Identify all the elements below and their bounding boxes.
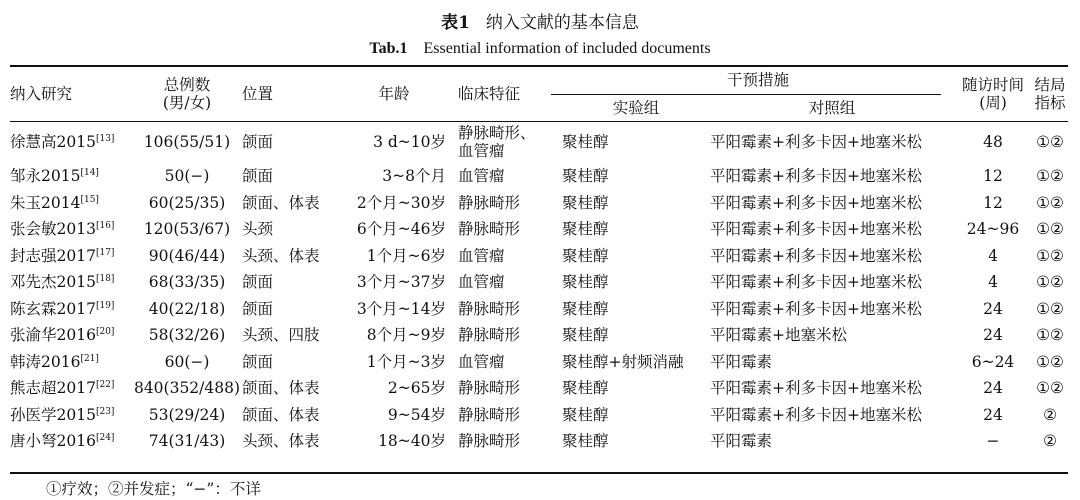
cell-outcome: ② <box>1043 405 1057 424</box>
cell-study <box>10 121 132 163</box>
cell-location: 头颈、体表 <box>242 432 320 450</box>
reference-marker: [14] <box>80 167 99 178</box>
cell-feature: 静脉畸形 <box>458 220 521 238</box>
header-experimental: 实验组 <box>612 98 660 117</box>
cell-age: 3 d~10岁 <box>373 133 446 151</box>
cell-study <box>10 216 132 243</box>
cell-study <box>10 190 132 217</box>
cell-location: 头颈、四肢 <box>242 326 320 344</box>
cell-age: 1个月~3岁 <box>366 352 446 371</box>
caption-cn-label: 表1 <box>441 13 470 33</box>
cell-feature: 静脉畸形 <box>458 432 521 450</box>
table-row <box>10 375 1068 402</box>
header-total: 总例数 (男/女) <box>162 75 212 112</box>
cell-study <box>10 349 132 376</box>
header-feature: 临床特征 <box>458 84 521 103</box>
cell-location: 颌面、体表 <box>242 193 320 212</box>
cell-age: 18~40岁 <box>378 432 446 450</box>
study-name: 邓先杰2015 <box>10 273 96 291</box>
table-row <box>10 322 1068 349</box>
cell-age: 3个月~37岁 <box>356 273 446 291</box>
cell-age: 8个月~9岁 <box>366 326 446 344</box>
cell-experimental: 聚桂醇 <box>562 405 609 424</box>
cell-location: 颌面 <box>242 167 274 185</box>
cell-followup: 12 <box>983 167 1003 185</box>
cell-outcome: ② <box>1043 432 1057 450</box>
table-row <box>10 349 1068 376</box>
cell-age: 6个月~46岁 <box>356 220 446 238</box>
cell-control: 平阳霉素+利多卡因+地塞米松 <box>710 167 922 185</box>
cell-experimental: 聚桂醇 <box>562 299 609 318</box>
cell-study <box>10 375 132 402</box>
table-row <box>10 402 1068 429</box>
table-caption-en <box>0 40 1080 58</box>
table-row <box>10 163 1068 190</box>
cell-experimental: 聚桂醇 <box>562 273 609 291</box>
cell-followup: 24 <box>983 379 1003 397</box>
reference-marker: [20] <box>95 326 115 337</box>
cell-total: 68(33/35) <box>148 273 226 291</box>
study-name: 张会敏2013 <box>10 220 96 238</box>
cell-age: 3~8个月 <box>382 167 446 185</box>
header-outcome: 结局 指标 <box>1034 75 1066 112</box>
reference-marker: [24] <box>95 432 115 443</box>
cell-control: 平阳霉素 <box>710 432 773 450</box>
cell-followup: 48 <box>983 133 1003 151</box>
cell-location: 头颈 <box>242 220 274 238</box>
cell-age: 3个月~14岁 <box>356 299 446 318</box>
cell-feature: 血管瘤 <box>458 246 505 265</box>
cell-study <box>10 428 132 455</box>
cell-followup: 4 <box>988 273 998 291</box>
cell-study <box>10 296 132 323</box>
cell-experimental: 聚桂醇+射频消融 <box>562 352 684 371</box>
cell-followup: 4 <box>988 246 998 265</box>
cell-outcome: ①② <box>1036 299 1064 318</box>
cell-total: 60(−) <box>164 352 210 371</box>
study-name: 张渝华2016 <box>10 326 96 344</box>
cell-location: 颌面 <box>242 299 274 318</box>
reference-marker: [19] <box>95 300 115 311</box>
cell-feature: 血管瘤 <box>458 273 505 291</box>
reference-marker: [23] <box>95 406 115 417</box>
caption-cn-title: 纳入文献的基本信息 <box>485 13 639 33</box>
cell-location: 颌面 <box>242 273 274 291</box>
cell-total: 58(32/26) <box>148 326 226 344</box>
cell-feature: 静脉畸形 <box>458 405 521 424</box>
cell-feature: 静脉畸形 <box>458 326 521 344</box>
cell-age: 2~65岁 <box>387 379 446 397</box>
header-location: 位置 <box>242 84 274 103</box>
cell-location: 颌面 <box>242 133 274 151</box>
cell-followup: − <box>986 432 1000 450</box>
cell-followup: 6~24 <box>971 352 1015 371</box>
cell-outcome: ①② <box>1036 193 1064 212</box>
cell-followup: 24~96 <box>966 220 1020 238</box>
cell-outcome: ①② <box>1036 220 1064 238</box>
cell-experimental: 聚桂醇 <box>562 167 609 185</box>
cell-total: 90(46/44) <box>148 246 226 265</box>
cell-total: 50(−) <box>164 167 210 185</box>
reference-marker: [16] <box>95 220 115 231</box>
cell-study <box>10 163 132 190</box>
cell-control: 平阳霉素 <box>710 352 773 371</box>
cell-total: 74(31/43) <box>148 432 226 450</box>
cell-outcome: ①② <box>1036 246 1064 265</box>
reference-marker: [22] <box>95 379 115 390</box>
header-control: 对照组 <box>808 98 856 117</box>
cell-control: 平阳霉素+利多卡因+地塞米松 <box>710 379 922 397</box>
cell-followup: 24 <box>983 326 1003 344</box>
cell-feature: 静脉畸形 <box>458 193 521 212</box>
cell-feature: 静脉畸形、 血管瘤 <box>458 124 536 160</box>
cell-age: 9~54岁 <box>387 405 446 424</box>
study-name: 唐小弩2016 <box>10 432 96 450</box>
cell-study <box>10 402 132 429</box>
cell-experimental: 聚桂醇 <box>562 220 609 238</box>
table-row <box>10 216 1068 243</box>
table-row <box>10 243 1068 270</box>
reference-marker: [17] <box>95 247 115 258</box>
cell-location: 颌面、体表 <box>242 405 320 424</box>
cell-followup: 24 <box>983 405 1003 424</box>
caption-en-label: Tab.1 <box>369 40 408 57</box>
cell-total: 840(352/488) <box>133 379 241 397</box>
cell-experimental: 聚桂醇 <box>562 193 609 212</box>
table-row <box>10 428 1068 455</box>
cell-feature: 静脉畸形 <box>458 299 521 318</box>
cell-control: 平阳霉素+利多卡因+地塞米松 <box>710 220 922 238</box>
cell-total: 120(53/67) <box>143 220 231 238</box>
cell-outcome: ①② <box>1036 352 1064 371</box>
study-name: 朱玉2014 <box>10 193 81 212</box>
header-study: 纳入研究 <box>10 84 73 103</box>
cell-control: 平阳霉素+利多卡因+地塞米松 <box>710 193 922 212</box>
table-row <box>10 121 1068 163</box>
study-name: 徐慧高2015 <box>10 133 96 151</box>
cell-feature: 静脉畸形 <box>458 379 521 397</box>
reference-marker: [18] <box>95 273 115 284</box>
table-row <box>10 296 1068 323</box>
table-footnote: ①疗效；②并发症；“−”：不详 <box>46 480 261 498</box>
cell-total: 106(55/51) <box>143 133 231 151</box>
cell-study <box>10 322 132 349</box>
study-name: 陈玄霖2017 <box>10 299 96 318</box>
cell-experimental: 聚桂醇 <box>562 326 609 344</box>
cell-control: 平阳霉素+利多卡因+地塞米松 <box>710 273 922 291</box>
study-name: 孙医学2015 <box>10 405 96 424</box>
cell-age: 1个月~6岁 <box>366 246 446 265</box>
study-name: 封志强2017 <box>10 246 96 265</box>
cell-followup: 12 <box>983 193 1003 212</box>
study-name: 韩涛2016 <box>10 352 81 371</box>
cell-outcome: ①② <box>1036 133 1064 151</box>
study-name: 邹永2015 <box>10 167 81 185</box>
cell-location: 颌面、体表 <box>242 379 320 397</box>
table-body <box>10 121 1068 455</box>
reference-marker: [13] <box>95 133 115 144</box>
cell-control: 平阳霉素+利多卡因+地塞米松 <box>710 133 922 151</box>
cell-total: 53(29/24) <box>148 405 226 424</box>
cell-total: 40(22/18) <box>148 299 226 318</box>
cell-followup: 24 <box>983 299 1003 318</box>
reference-marker: [15] <box>80 194 99 205</box>
table-caption-cn <box>0 8 1080 33</box>
header-intervention: 干预措施 <box>727 71 790 89</box>
cell-experimental: 聚桂醇 <box>562 246 609 265</box>
cell-experimental: 聚桂醇 <box>562 379 609 397</box>
caption-en-title: Essential information of included documents <box>423 40 711 57</box>
cell-control: 平阳霉素+利多卡因+地塞米松 <box>710 246 922 265</box>
cell-study <box>10 269 132 296</box>
cell-study <box>10 243 132 270</box>
table-row <box>10 269 1068 296</box>
study-name: 熊志超2017 <box>10 379 96 397</box>
cell-outcome: ①② <box>1036 167 1064 185</box>
cell-feature: 血管瘤 <box>458 352 505 371</box>
cell-control: 平阳霉素+利多卡因+地塞米松 <box>710 405 922 424</box>
cell-experimental: 聚桂醇 <box>562 432 609 450</box>
cell-control: 平阳霉素+利多卡因+地塞米松 <box>710 299 922 318</box>
cell-location: 头颈、体表 <box>242 246 320 265</box>
cell-outcome: ①② <box>1036 379 1064 397</box>
header-followup: 随访时间 (周) <box>962 75 1025 112</box>
studies-table <box>10 66 1068 455</box>
header-age: 年龄 <box>378 84 410 103</box>
cell-outcome: ①② <box>1036 273 1064 291</box>
cell-experimental: 聚桂醇 <box>562 133 609 151</box>
bottom-rule <box>10 472 1068 474</box>
cell-total: 60(25/35) <box>148 193 226 212</box>
cell-outcome: ①② <box>1036 326 1064 344</box>
cell-feature: 血管瘤 <box>458 167 505 185</box>
table-row <box>10 190 1068 217</box>
cell-control: 平阳霉素+地塞米松 <box>710 326 847 344</box>
reference-marker: [21] <box>80 353 99 364</box>
cell-location: 颌面 <box>242 352 274 371</box>
cell-age: 2个月~30岁 <box>356 193 446 212</box>
